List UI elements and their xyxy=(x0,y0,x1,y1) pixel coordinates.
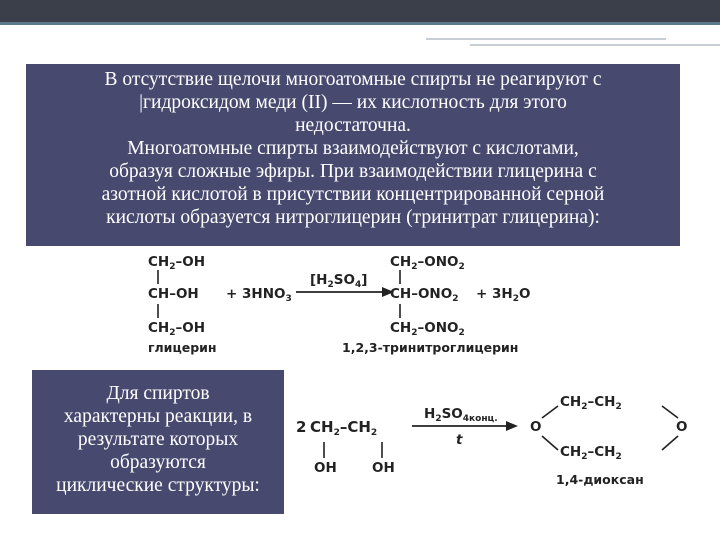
product-label-dioxane: 1,4-диоксан xyxy=(556,472,644,487)
reaction-dioxane xyxy=(296,388,696,500)
text-block-cyclic xyxy=(32,370,284,514)
condition-temperature: t xyxy=(456,432,463,448)
text-line: В отсутствие щелочи многоатомные спирты не реагируют с xyxy=(104,69,602,90)
catalyst-label-2: $H_2SO_{4конц.}$ xyxy=(424,406,498,424)
text-line: азотной кислотой в присутствии концентрированной серной xyxy=(101,184,605,205)
product-row-2: $CH-ONO_2$ xyxy=(390,286,459,304)
product-row-1: $CH_2-ONO_2$ xyxy=(390,254,465,272)
text-block-polyols xyxy=(26,64,680,246)
product-label: 1,2,3-тринитроглицерин xyxy=(342,340,519,355)
reactant-row-2: CH–OH xyxy=(148,286,199,302)
product-row-3: $CH_2-ONO_2$ xyxy=(390,320,465,338)
decor-line-2 xyxy=(470,44,720,46)
text-line: результате которых xyxy=(77,429,239,450)
hydroxyl-1: OH xyxy=(314,460,337,476)
ring-bottom: $CH_2-CH_2$ xyxy=(560,444,622,462)
text-line: Для спиртов xyxy=(106,383,210,404)
decor-line-1 xyxy=(426,38,666,40)
coefficient: 2 xyxy=(296,418,307,436)
text-line: |гидроксидом меди (II) — их кислотность для этого xyxy=(139,92,567,113)
catalyst-label: $[H_2SO_4]$ xyxy=(310,272,368,290)
text-line: недостаточна. xyxy=(295,115,411,136)
text-line: Многоатомные спирты взаимодействуют с кислотами, xyxy=(127,138,579,159)
text-line: образуются xyxy=(110,452,206,473)
text-line: кислоты образуется нитроглицерин (тринитрат глицерина): xyxy=(106,207,600,228)
ring-oxygen-left: O xyxy=(530,419,542,435)
byproduct-water: + $3H_2O$ xyxy=(476,286,531,304)
reactant-row-1: $CH_2-OH$ xyxy=(148,254,206,272)
ring-top: $CH_2-CH_2$ xyxy=(560,394,622,412)
text-line: образуя сложные эфиры. При взаимодействии глицерина с xyxy=(109,161,597,182)
reactant-label: глицерин xyxy=(148,340,217,355)
reagent-hno3: + $3HNO_3$ xyxy=(226,286,292,304)
reactant-row-3: $CH_2-OH$ xyxy=(148,320,206,338)
slide-header-bar xyxy=(0,0,720,22)
ring-oxygen-right: O xyxy=(676,419,688,435)
reaction-nitroglycerin xyxy=(138,248,558,360)
text-line: характерны реакции, в xyxy=(63,406,253,427)
text-line: циклические структуры: xyxy=(56,475,260,496)
slide-header-accent xyxy=(0,22,720,25)
ethylene-glycol: $CH_2-CH_2$ xyxy=(310,418,378,438)
hydroxyl-2: OH xyxy=(372,460,395,476)
